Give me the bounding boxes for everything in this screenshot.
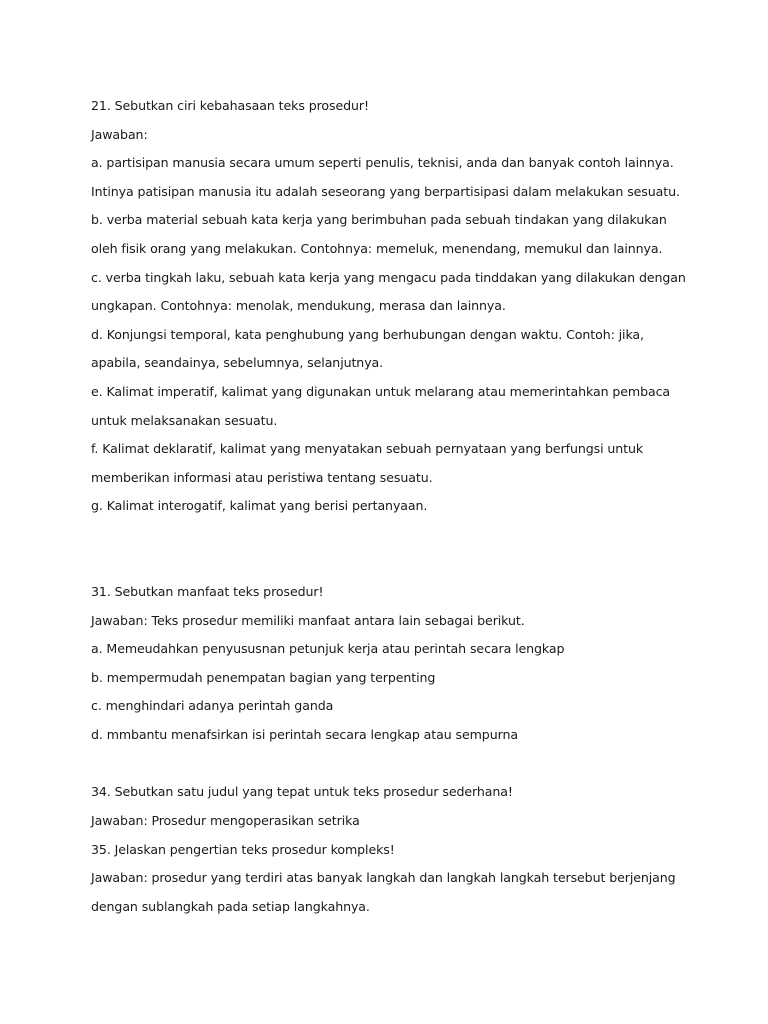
answer-line: memberikan informasi atau peristiwa tentang sesuatu. — [91, 469, 433, 485]
answer-label: Jawaban: — [91, 126, 148, 142]
answer-line: a. Memeudahkan penyususnan petunjuk kerja atau perintah secara lengkap — [91, 641, 565, 657]
section-question-34-35 — [91, 778, 691, 921]
question-21-heading: 21. Sebutkan ciri kebahasaan teks prosedur! — [91, 98, 369, 113]
document-body — [91, 92, 691, 921]
answer-line: dengan sublangkah pada setiap langkahnya. — [91, 898, 370, 914]
question-31-heading: 31. Sebutkan manfaat teks prosedur! — [91, 583, 324, 599]
answer-line: Jawaban: prosedur yang terdiri atas banyak langkah dan langkah langkah tersebut berjenjang — [91, 870, 676, 886]
section-question-31 — [91, 578, 691, 750]
answer-line: ungkapan. Contohnya: menolak, mendukung, merasa dan lainnya. — [91, 298, 506, 314]
answer-line: Jawaban: Prosedur mengoperasikan setrika — [91, 813, 360, 829]
answer-line: untuk melaksanakan sesuatu. — [91, 412, 278, 428]
answer-line: e. Kalimat imperatif, kalimat yang digunakan untuk melarang atau memerintahkan pembaca — [91, 383, 671, 399]
answer-line: Intinya patisipan manusia itu adalah seseorang yang berpartisipasi dalam melakukan sesuatu. — [91, 183, 680, 199]
answer-line: Jawaban: Teks prosedur memiliki manfaat antara lain sebagai berikut. — [91, 612, 525, 628]
section-question-21 — [91, 92, 691, 521]
answer-line: apabila, seandainya, sebelumnya, selanjutnya. — [91, 355, 384, 371]
answer-line: d. mmbantu menafsirkan isi perintah secara lengkap atau sempurna — [91, 726, 518, 742]
answer-line: g. Kalimat interogatif, kalimat yang berisi pertanyaan. — [91, 498, 428, 514]
answer-line: b. mempermudah penempatan bagian yang terpenting — [91, 669, 436, 685]
question-35-heading: 35. Jelaskan pengertian teks prosedur kompleks! — [91, 841, 395, 857]
answer-line: c. menghindari adanya perintah ganda — [91, 698, 334, 714]
section-spacer — [91, 749, 691, 778]
answer-line: c. verba tingkah laku, sebuah kata kerja yang mengacu pada tinddakan yang dilakukan dengan — [91, 269, 686, 285]
answer-line: f. Kalimat deklaratif, kalimat yang menyatakan sebuah pernyataan yang berfungsi untuk — [91, 441, 644, 457]
question-34-heading: 34. Sebutkan satu judul yang tepat untuk teks prosedur sederhana! — [91, 784, 513, 800]
answer-line: oleh fisik orang yang melakukan. Contohnya: memeluk, menendang, memukul dan lainnya. — [91, 240, 663, 256]
section-spacer — [91, 521, 691, 578]
answer-line: a. partisipan manusia secara umum seperti penulis, teknisi, anda dan banyak contoh lainnya. — [91, 155, 674, 171]
answer-line: b. verba material sebuah kata kerja yang berimbuhan pada sebuah tindakan yang dilakukan — [91, 212, 667, 228]
answer-line: d. Konjungsi temporal, kata penghubung yang berhubungan dengan waktu. Contoh: jika, — [91, 326, 644, 342]
